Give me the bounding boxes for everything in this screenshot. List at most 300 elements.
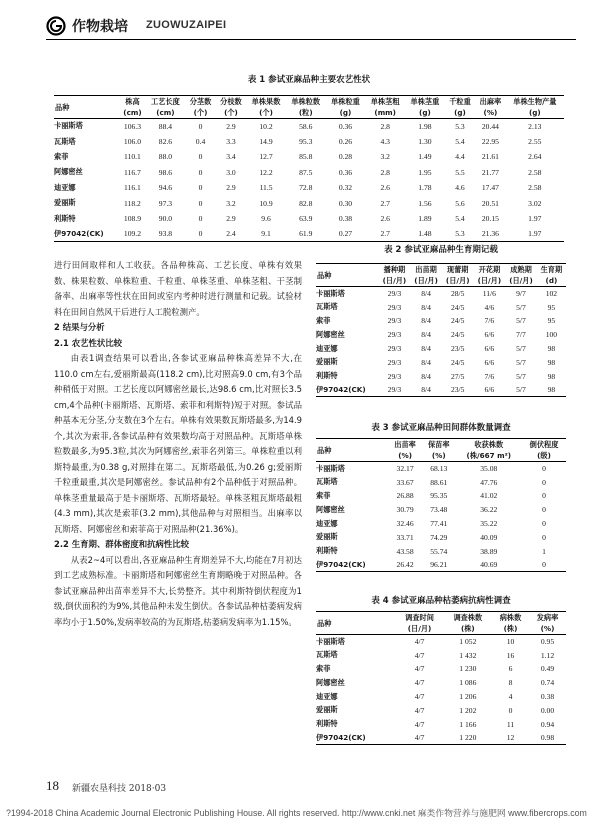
- variety-name: 利斯特: [316, 371, 338, 381]
- variety-name: 瓦斯塔: [316, 302, 338, 312]
- table-row: [316, 342, 566, 356]
- table-cell: 95: [547, 316, 556, 326]
- variety-name: 伊97042(CK): [316, 731, 395, 745]
- table-cell: 8/4: [421, 371, 431, 381]
- table-row: [316, 662, 566, 676]
- variety-name: 卡丽斯塔: [316, 636, 345, 646]
- table-cell: 36.22: [480, 505, 498, 515]
- table-cell: 98.6: [158, 167, 173, 177]
- table-cell: 1 206: [459, 692, 477, 702]
- column-header: 单株果数: [246, 96, 286, 108]
- table-row: [316, 300, 566, 314]
- table-row: [316, 314, 566, 328]
- table-row: [316, 676, 566, 690]
- table-row: [316, 503, 566, 517]
- table-row: [316, 717, 566, 731]
- table-cell: 1.97: [528, 214, 542, 224]
- table-cell: 8/4: [421, 344, 431, 354]
- column-header: 品种: [316, 612, 395, 635]
- table-cell: 110.1: [124, 152, 141, 162]
- table-row: [316, 287, 566, 301]
- table-cell: 5.3: [445, 226, 475, 241]
- table-cell: 24/5: [450, 302, 465, 312]
- table-row: [54, 226, 564, 241]
- table-cell: 29/3: [387, 330, 402, 340]
- table-row: [54, 165, 564, 180]
- table-cell: 0: [198, 183, 203, 193]
- table-cell: 109.2: [119, 226, 145, 241]
- column-header: 调查时间: [395, 612, 443, 624]
- table-cell: 4/7: [395, 731, 443, 745]
- table-cell: 4/7: [414, 637, 425, 647]
- table-cell: 29/3: [387, 344, 402, 354]
- variety-name: 迪亚娜: [316, 518, 338, 528]
- table-row: [316, 517, 566, 531]
- table-cell: 4/7: [414, 650, 425, 660]
- table-cell: 21.77: [481, 167, 499, 177]
- table-cell: 2.6: [380, 183, 390, 193]
- table-row: [316, 530, 566, 544]
- table-row: [316, 328, 566, 342]
- table-cell: 88.4: [158, 121, 173, 131]
- table-cell: 24/5: [450, 316, 465, 326]
- table-cell: 4/7: [414, 719, 425, 729]
- table-cell: 1.12: [540, 650, 555, 660]
- variety-name: 迪亚娜: [54, 182, 76, 192]
- table-cell: 0.4: [195, 137, 206, 147]
- column-header: 出麻率: [475, 96, 505, 108]
- table-cell: 0.27: [326, 226, 366, 241]
- column-unit: (日/月): [410, 275, 442, 287]
- table-cell: 10.9: [259, 198, 273, 208]
- body-paragraph-2: 由表1调查结果可以看出,各参试亚麻品种株高差异不大,在110.0 cm左右,爱丽斯最高(118.2 cm),比对照高9.0 cm,有3个品种稍低于对照。工艺长度以阿娜密丝最长,达98.6 cm,比对照长3.5 cm,4个品种(卡丽斯塔、瓦斯塔、索菲和利斯特)短于对照。参试品种基本无分茎,分支数在3个左右。单株有效果数瓦斯塔最多,为14.9个,其次为索菲,各参试品种有效果数均高于对照品种。瓦斯塔单株粒数最多,为95.3粒,其次为阿娜密丝,索菲名列第三。单株粒重以利斯特最重,为0.38 g,对照排在第二。瓦斯塔最低,为0.26 g;爱丽斯千粒重最重,其次是阿娜密丝。参试品种有2个品种低于对照品种。单株茎重量最高于是卡丽斯塔、瓦斯塔最轻。单株茎粗瓦斯塔最粗(4.3 mm),其次是索菲(3.2 mm),其他品种与对照相当。出麻率以瓦斯塔、阿娜密丝和索菲高于对照品种(21.36%)。: [54, 353, 302, 534]
- table-cell: 29/3: [387, 371, 402, 381]
- table-cell: 98: [547, 344, 556, 354]
- column-unit: (cm): [119, 107, 145, 119]
- table1-agronomic-traits: [54, 95, 564, 242]
- table-cell: 118.2: [124, 198, 141, 208]
- table-cell: 10.2: [259, 121, 273, 131]
- table-cell: 29/3: [379, 383, 411, 397]
- variety-name: 阿娜密丝: [316, 329, 345, 339]
- variety-name: 利斯特: [54, 213, 76, 223]
- table-cell: 38.89: [480, 546, 498, 556]
- table-cell: 4/7: [414, 692, 425, 702]
- variety-name: 阿娜密丝: [54, 167, 83, 177]
- table-cell: 0.98: [529, 731, 566, 745]
- table-cell: 1 230: [459, 664, 477, 674]
- column-header: 品种: [54, 96, 119, 119]
- table-row: [54, 195, 564, 210]
- table-cell: 1.98: [418, 121, 432, 131]
- variety-name: 爱丽斯: [316, 357, 338, 367]
- table-cell: 1.56: [418, 198, 432, 208]
- table-cell: 29/3: [387, 302, 402, 312]
- table-cell: 0.38: [540, 692, 555, 702]
- table-row: [54, 119, 564, 134]
- table-cell: 6/6: [474, 383, 506, 397]
- table-cell: 1 202: [459, 705, 477, 715]
- variety-name: 卡丽斯塔: [54, 121, 83, 131]
- table-cell: 68.13: [430, 464, 448, 474]
- table-cell: 8/4: [421, 289, 431, 299]
- table-cell: 77.41: [430, 519, 448, 529]
- table-cell: 4.6: [455, 183, 465, 193]
- table3-population-survey: [316, 438, 566, 572]
- table-row: [316, 703, 566, 717]
- table-cell: 4/6: [484, 302, 495, 312]
- table-cell: 5/7: [516, 344, 526, 354]
- table-cell: 27/5: [450, 371, 465, 381]
- table4-caption: 表 4 参试亚麻品种枯萎病抗病性调查: [371, 596, 511, 606]
- table-cell: 8/4: [421, 330, 431, 340]
- table-cell: 20.51: [481, 198, 499, 208]
- table-cell: 30.79: [396, 505, 414, 515]
- column-header: 工艺长度: [146, 96, 186, 108]
- table4-wilt-resistance: [316, 611, 566, 745]
- table-cell: 0.38: [338, 214, 353, 224]
- body-paragraph-3: 从表2~4可以看出,各亚麻品种生育期差异不大,均能在7月初达到工艺成熟标准。卡丽斯塔和阿娜密丝生育期略晚于对照品种。各参试亚麻品种出苗率差异不大,长势整齐。其中利斯特倒伏程度为1级,倒伏面积约为9%,其他品种未发生倒伏。各参试品种枯萎病发病率均小于1.50%,发病率较高的为瓦斯塔,枯萎病发病率为1.15%。: [54, 554, 302, 627]
- table-cell: 85.8: [299, 152, 313, 162]
- column-header: 分茎数: [185, 96, 215, 108]
- variety-name: 卡丽斯塔: [316, 463, 345, 473]
- column-header: 生育期: [537, 264, 566, 276]
- table-row: [316, 475, 566, 489]
- variety-name: 阿娜密丝: [316, 677, 345, 687]
- table-cell: 0.74: [540, 678, 555, 688]
- table-cell: 6/6: [484, 357, 495, 367]
- table-cell: 108.9: [123, 214, 141, 224]
- table-cell: 2.6: [380, 214, 390, 224]
- column-header: 单株粒数: [286, 96, 326, 108]
- column-header: 开花期: [474, 264, 506, 276]
- column-unit: (g): [506, 107, 564, 119]
- table-cell: 0.95: [540, 637, 555, 647]
- table-cell: 1.49: [418, 152, 432, 162]
- heading-agronomic: 2.1 农艺性状比较: [54, 337, 123, 348]
- table-cell: 11.5: [259, 183, 273, 193]
- column-unit: (粒): [286, 107, 326, 119]
- column-header: 千粒重: [445, 96, 475, 108]
- table-row: [316, 355, 566, 369]
- table-cell: 20.44: [481, 121, 499, 131]
- table-cell: 2.9: [226, 214, 236, 224]
- table-cell: 2.4: [216, 226, 246, 241]
- table-cell: 9.1: [246, 226, 286, 241]
- table-cell: 5.3: [455, 121, 465, 131]
- table-cell: 35.22: [480, 519, 498, 529]
- table-row: [316, 635, 566, 649]
- table-cell: 93.8: [146, 226, 186, 241]
- table-cell: 95.35: [430, 491, 448, 501]
- table-cell: 5.4: [455, 214, 465, 224]
- table-cell: 55.74: [430, 546, 448, 556]
- column-unit: (个): [216, 107, 246, 119]
- table-row: [316, 558, 566, 572]
- table-cell: 0: [542, 477, 546, 487]
- column-header: 单株粒重: [326, 96, 366, 108]
- table-row: [316, 731, 566, 745]
- table-cell: 88.61: [430, 477, 448, 487]
- column-unit: (日/月): [379, 275, 411, 287]
- table-cell: 2.7: [380, 198, 390, 208]
- column-unit: (%): [475, 107, 505, 119]
- table-cell: 97.3: [158, 198, 173, 208]
- column-header: 成熟期: [505, 264, 537, 276]
- section-title-en: ZUOWUZAIPEI: [146, 19, 227, 31]
- table-cell: 0: [542, 505, 546, 515]
- table-cell: 1.30: [418, 137, 432, 147]
- table-cell: 1.89: [418, 214, 432, 224]
- table-cell: 1 166: [459, 719, 477, 729]
- column-unit: (%): [388, 450, 422, 462]
- section-logo-icon: [46, 16, 66, 36]
- table-cell: 6: [508, 664, 513, 674]
- table-cell: 4/7: [414, 705, 425, 715]
- table-cell: 32.17: [396, 464, 414, 474]
- table-cell: 26.88: [396, 491, 414, 501]
- column-header: 发病率: [529, 612, 566, 624]
- table-cell: 1 220: [444, 731, 492, 745]
- table-cell: 1: [542, 546, 546, 556]
- table-cell: 4.4: [455, 152, 465, 162]
- table-cell: 98: [547, 357, 556, 367]
- table-cell: 82.6: [158, 137, 173, 147]
- column-unit: (日/月): [442, 275, 474, 287]
- column-header: 现蕾期: [442, 264, 474, 276]
- column-unit: (株): [492, 623, 529, 635]
- table-cell: 24/5: [450, 330, 465, 340]
- variety-name: 瓦斯塔: [316, 477, 338, 487]
- column-header: 品种: [316, 439, 388, 462]
- table-cell: 12.7: [259, 152, 273, 162]
- table-cell: 0.26: [338, 137, 353, 147]
- table-cell: 21.61: [481, 152, 499, 162]
- table-cell: 0: [542, 491, 546, 501]
- variety-name: 伊97042(CK): [54, 226, 119, 241]
- table-cell: 8/4: [421, 302, 431, 312]
- table-cell: 3.3: [226, 137, 236, 147]
- table-cell: 4: [508, 692, 513, 702]
- table-cell: 23/5: [450, 344, 465, 354]
- table-cell: 1 432: [459, 650, 477, 660]
- table-cell: 106.3: [123, 121, 141, 131]
- table-cell: 6/6: [484, 344, 495, 354]
- table-cell: 3.4: [226, 152, 236, 162]
- table-row: [54, 134, 564, 149]
- table-cell: 98: [537, 383, 566, 397]
- column-unit: (%): [422, 450, 456, 462]
- table-cell: 9/7: [516, 289, 526, 299]
- table-cell: 12.2: [259, 167, 273, 177]
- variety-name: 爱丽斯: [316, 705, 338, 715]
- table-cell: 3.0: [226, 167, 236, 177]
- table-cell: 2.9: [226, 121, 236, 131]
- table-cell: 43.58: [396, 546, 414, 556]
- page-footer: [46, 778, 576, 796]
- table-cell: 58.6: [299, 121, 313, 131]
- table-cell: 82.8: [299, 198, 313, 208]
- variety-name: 索菲: [316, 490, 331, 500]
- table-cell: 98: [547, 371, 556, 381]
- table-cell: 22.95: [481, 137, 499, 147]
- column-unit: (mm): [365, 107, 405, 119]
- column-unit: (级): [522, 450, 566, 462]
- column-unit: (%): [529, 623, 566, 635]
- variety-name: 迪亚娜: [316, 691, 338, 701]
- variety-name: 伊97042(CK): [316, 558, 388, 572]
- table-row: [54, 149, 564, 164]
- table-cell: 2.7: [365, 226, 405, 241]
- table-cell: 1.97: [506, 226, 564, 241]
- table-cell: 14.9: [259, 137, 273, 147]
- variety-name: 伊97042(CK): [316, 383, 379, 397]
- section-title: 作物栽培: [72, 19, 128, 35]
- table-cell: 41.02: [480, 491, 498, 501]
- column-unit: (株): [444, 623, 492, 635]
- heading-results: 2 结果与分析: [54, 322, 105, 332]
- table-cell: 61.9: [286, 226, 326, 241]
- table-cell: 21.36: [475, 226, 505, 241]
- column-header: 单株生物产量: [506, 96, 564, 108]
- table-cell: 0.94: [540, 719, 555, 729]
- table-cell: 88.0: [158, 152, 173, 162]
- table-cell: 63.9: [299, 214, 313, 224]
- table-cell: 8: [508, 678, 513, 688]
- table2-growth-period: [316, 263, 566, 397]
- table-cell: 29/3: [387, 316, 402, 326]
- table-cell: 0.36: [338, 121, 353, 131]
- table-cell: 1 086: [459, 678, 477, 688]
- column-unit: (日/月): [474, 275, 506, 287]
- table-cell: 5.4: [455, 137, 465, 147]
- column-header: 单株茎粗: [365, 96, 405, 108]
- table-cell: 0.00: [540, 705, 555, 715]
- table-cell: 1.48: [405, 226, 445, 241]
- table-cell: 32.46: [396, 519, 414, 529]
- page-number: 18: [46, 778, 59, 793]
- column-header: 出苗期: [410, 264, 442, 276]
- column-header: 株高: [119, 96, 145, 108]
- table-cell: 24/5: [450, 357, 465, 367]
- table-cell: 116.1: [124, 183, 141, 193]
- table-cell: 8/4: [410, 383, 442, 397]
- table-cell: 7/6: [484, 371, 495, 381]
- variety-name: 卡丽斯塔: [316, 288, 345, 298]
- table-cell: 47.76: [480, 477, 498, 487]
- variety-name: 索菲: [54, 151, 69, 161]
- table-cell: 5/7: [516, 371, 526, 381]
- column-header: 品种: [316, 264, 379, 287]
- variety-name: 阿娜密丝: [316, 504, 345, 514]
- table-cell: 87.5: [299, 167, 313, 177]
- column-unit: (g): [405, 107, 445, 119]
- column-unit: (个): [185, 107, 215, 119]
- variety-name: 瓦斯塔: [316, 650, 338, 660]
- column-header: 出苗率: [388, 439, 422, 451]
- table-cell: 29/3: [387, 357, 402, 367]
- table-cell: 11/6: [482, 289, 496, 299]
- column-unit: (个): [246, 107, 286, 119]
- table-cell: 2.58: [528, 183, 542, 193]
- column-header: 病株数: [492, 612, 529, 624]
- table-row: [316, 648, 566, 662]
- column-header: 播种期: [379, 264, 411, 276]
- header-rule: [46, 39, 576, 40]
- variety-name: 利斯特: [316, 719, 338, 729]
- table-cell: 7/7: [516, 330, 526, 340]
- column-unit: (日/月): [505, 275, 537, 287]
- table-cell: 0: [542, 519, 546, 529]
- table-cell: 6/6: [484, 330, 495, 340]
- column-header: 收获株数: [456, 439, 522, 451]
- table-cell: 4/7: [414, 664, 425, 674]
- table-cell: 16: [506, 650, 515, 660]
- table-cell: 1 052: [459, 637, 477, 647]
- table-cell: 4/7: [414, 678, 425, 688]
- table-row: [316, 544, 566, 558]
- table-cell: 0: [542, 464, 546, 474]
- variety-name: 爱丽斯: [316, 532, 338, 542]
- heading-growth: 2.2 生育期、群体密度和抗病性比较: [54, 539, 190, 549]
- table-cell: 4.3: [380, 137, 390, 147]
- table2-caption: 表 2 参试亚麻品种生育期记载: [384, 245, 498, 255]
- table-cell: 100: [545, 330, 558, 340]
- table-cell: 0: [508, 705, 513, 715]
- variety-name: 迪亚娜: [316, 343, 338, 353]
- copyright-line: ?1994-2018 China Academic Journal Electronic Publishing House. All rights reserved. http://www.cnki.net 麻类作物营养与施肥网 www.fibercrops.com: [6, 808, 587, 818]
- variety-name: 爱丽斯: [54, 198, 76, 208]
- column-header: 单株茎重: [405, 96, 445, 108]
- article-body: [54, 258, 302, 630]
- table1-caption: 表 1 参试亚麻品种主要农艺性状: [247, 75, 371, 85]
- table-row: [316, 690, 566, 704]
- table-cell: 0: [198, 167, 203, 177]
- table-row: [316, 369, 566, 383]
- table-cell: 96.21: [422, 558, 456, 572]
- table-cell: 40.69: [456, 558, 522, 572]
- table-cell: 0.36: [338, 167, 353, 177]
- column-header: 分枝数: [216, 96, 246, 108]
- table-cell: 95.3: [299, 137, 313, 147]
- table-cell: 9.6: [261, 214, 271, 224]
- table-cell: 102: [545, 289, 558, 299]
- table-cell: 10: [506, 637, 515, 647]
- table-cell: 3.2: [380, 152, 390, 162]
- table-cell: 8/4: [421, 357, 431, 367]
- variety-name: 索菲: [316, 315, 331, 325]
- table-cell: 12: [492, 731, 529, 745]
- table-cell: 5.5: [455, 167, 465, 177]
- table-cell: 2.9: [226, 183, 236, 193]
- table-cell: 2.8: [380, 121, 390, 131]
- table-cell: 106.0: [123, 137, 141, 147]
- table-cell: 90.0: [158, 214, 173, 224]
- column-unit: (株/667 m²): [456, 450, 522, 462]
- variety-name: 索菲: [316, 663, 331, 673]
- table-row: [54, 180, 564, 195]
- table-cell: 20.15: [481, 214, 499, 224]
- table-cell: 116.7: [124, 167, 141, 177]
- table-cell: 0: [542, 532, 546, 542]
- table-cell: 95: [547, 302, 556, 312]
- table-cell: 1.78: [418, 183, 432, 193]
- table-cell: 0: [522, 558, 566, 572]
- column-unit: (g): [326, 107, 366, 119]
- table-row: [54, 211, 564, 226]
- column-unit: (日/月): [395, 623, 443, 635]
- table-cell: 0.30: [338, 198, 353, 208]
